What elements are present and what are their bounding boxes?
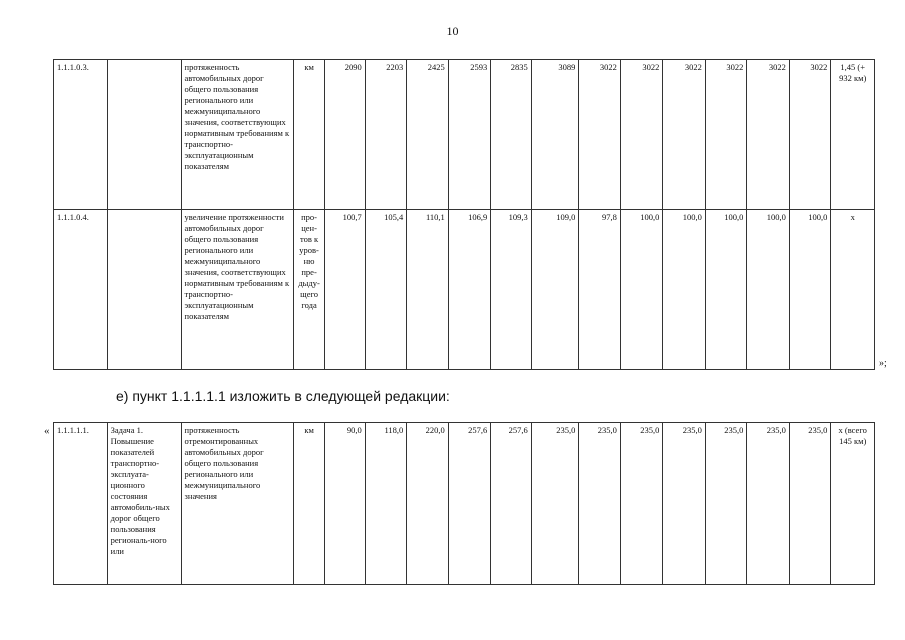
value-cell: 235,0 bbox=[531, 423, 579, 585]
closing-quote: »; bbox=[879, 358, 887, 369]
row-task: Задача 1. Повышение показателей транспортно-эксплуата-ционного состояния автомобиль-ных дорог общего пользования региональ-ного или bbox=[107, 423, 181, 585]
value-cell: 235,0 bbox=[789, 423, 831, 585]
value-cell: 109,3 bbox=[491, 210, 531, 370]
row-unit: км bbox=[293, 60, 324, 210]
value-cell: 2203 bbox=[365, 60, 407, 210]
value-cell: 3022 bbox=[705, 60, 747, 210]
value-cell: 257,6 bbox=[448, 423, 491, 585]
value-cell: 100,0 bbox=[663, 210, 706, 370]
table-row bbox=[54, 210, 875, 370]
page-number: 10 bbox=[446, 24, 459, 38]
row-code: 1.1.1.1.1. bbox=[54, 423, 108, 585]
row-indicator: протяженность отремонтированных автомобильных дорог общего пользования регионального или межмуниципального значения bbox=[181, 423, 293, 585]
value-cell: 109,0 bbox=[531, 210, 579, 370]
table-row bbox=[54, 60, 875, 210]
value-cell: 3022 bbox=[747, 60, 790, 210]
value-cell: 2835 bbox=[491, 60, 531, 210]
value-cell: 3089 bbox=[531, 60, 579, 210]
row-unit: км bbox=[293, 423, 324, 585]
value-cell: 106,9 bbox=[448, 210, 491, 370]
table-row bbox=[54, 423, 875, 585]
value-cell: 105,4 bbox=[365, 210, 407, 370]
value-cell: 100,0 bbox=[620, 210, 663, 370]
value-cell: 100,0 bbox=[705, 210, 747, 370]
row-total: х bbox=[831, 210, 875, 370]
value-cell: 90,0 bbox=[325, 423, 365, 585]
value-cell: 3022 bbox=[663, 60, 706, 210]
value-cell: 2425 bbox=[407, 60, 449, 210]
instruction-text: е) пункт 1.1.1.1.1 изложить в следующей редакции: bbox=[116, 388, 450, 404]
indicators-table-bottom bbox=[53, 422, 875, 585]
value-cell: 100,7 bbox=[325, 210, 365, 370]
value-cell: 235,0 bbox=[579, 423, 621, 585]
row-indicator: увеличение протяженности автомобильных дорог общего пользования регионального или межмуниципального значения, соответствующих нормативным требованиям к транспортно-эксплуатационным показателям bbox=[181, 210, 293, 370]
indicators-table-top bbox=[53, 59, 875, 370]
value-cell: 3022 bbox=[579, 60, 621, 210]
row-unit: про-цен-тов к уров-ню пре-дыду-щего года bbox=[293, 210, 324, 370]
value-cell: 110,1 bbox=[407, 210, 449, 370]
value-cell: 235,0 bbox=[705, 423, 747, 585]
value-cell: 2090 bbox=[325, 60, 365, 210]
value-cell: 235,0 bbox=[620, 423, 663, 585]
value-cell: 2593 bbox=[448, 60, 491, 210]
opening-quote: « bbox=[44, 425, 50, 437]
value-cell: 118,0 bbox=[365, 423, 407, 585]
value-cell: 100,0 bbox=[789, 210, 831, 370]
row-task bbox=[107, 210, 181, 370]
value-cell: 3022 bbox=[789, 60, 831, 210]
value-cell: 235,0 bbox=[663, 423, 706, 585]
value-cell: 220,0 bbox=[407, 423, 449, 585]
value-cell: 257,6 bbox=[491, 423, 531, 585]
row-total: х (всего 145 км) bbox=[831, 423, 875, 585]
row-task bbox=[107, 60, 181, 210]
value-cell: 100,0 bbox=[747, 210, 790, 370]
value-cell: 235,0 bbox=[747, 423, 790, 585]
row-code: 1.1.1.0.3. bbox=[54, 60, 108, 210]
value-cell: 3022 bbox=[620, 60, 663, 210]
value-cell: 97,8 bbox=[579, 210, 621, 370]
row-code: 1.1.1.0.4. bbox=[54, 210, 108, 370]
row-indicator: протяженность автомобильных дорог общего пользования регионального или межмуниципального значения, соответствующих нормативным требованиям к транспортно-эксплуатационным показателям bbox=[181, 60, 293, 210]
row-total: 1,45 (+ 932 км) bbox=[831, 60, 875, 210]
